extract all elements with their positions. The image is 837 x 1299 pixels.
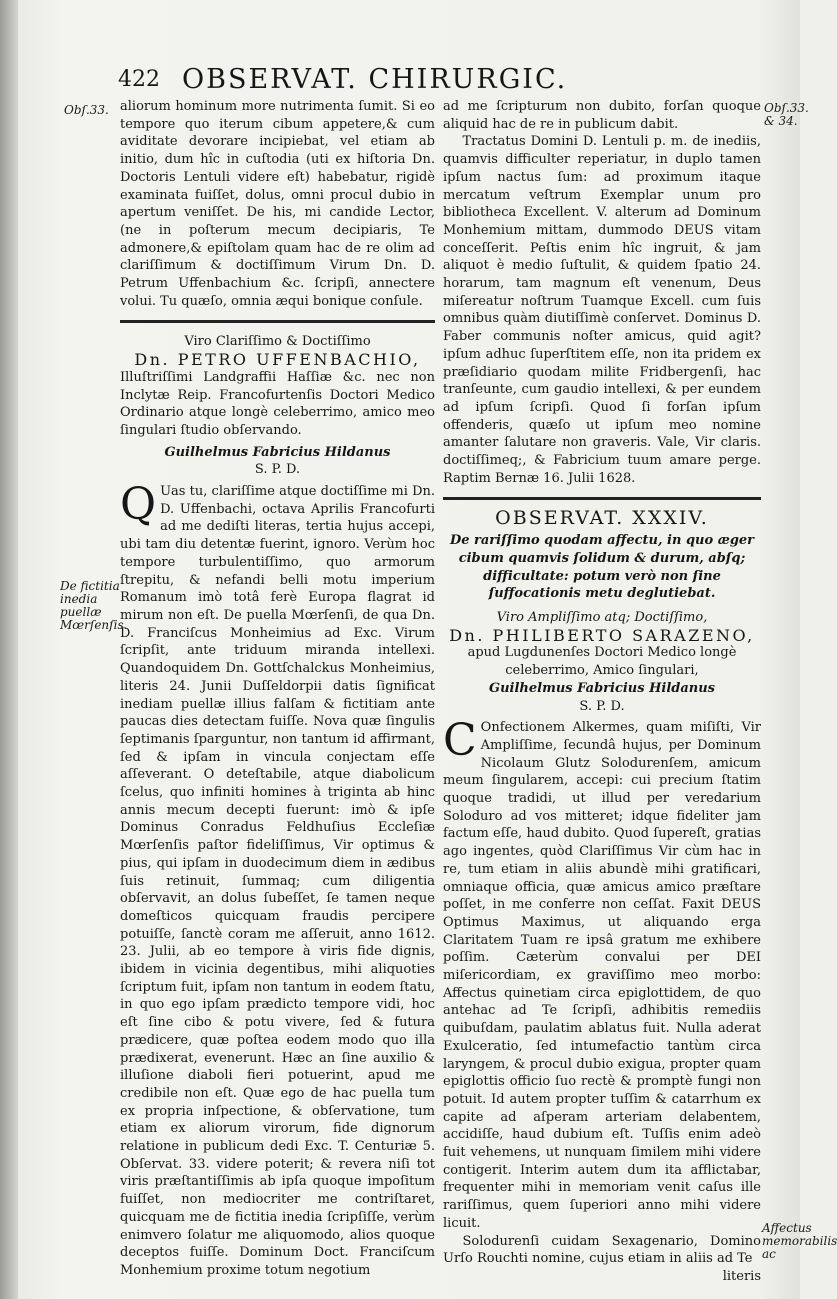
right-paragraph-2: Tractatus Domini D. Lentuli p. m. de inediis, quamvis difficulter reperiatur, in duplo tamen ipſum nactus ſum: ad proximum itaque mercatum veſtrum Exemplar unum pro bibliotheca Excellent. V. alterum ad Dominum Monhemium mittam, dummodo DEUS vitam conceſſerit. Peſtis enim hîc ingruit, & jam aliquot è medio ſuſtulit, & quidem ſpatio 24. horarum, tam magnum eſt venenum, Deus miſereatur noſtrum Tuamque Excell. cum ſuis omnibus quàm diutiſſimè conſervet. Dominus D. Faber communis noſter amicus, quid agit? ipſum adhuc ſuperſtitem eſſe, non ita pridem ex præſidiario quodam milite Fridbergenſi, hac tranſeunte, cum gaudio intellexi, & per eundem ad ipſum ſcripſi. Quod ſi forſan ipſum offenderis, quæſo ut ipſum meo nomine amanter ſalutare non graveris. Vale, Vir claris. doctiſſimeq;, & Fabricium tuum amare perge. Raptim Bernæ 16. Julii 1628. — [443, 134, 761, 486]
section-rule-right — [443, 497, 761, 500]
running-title: OBSERVAT. CHIRURGIC. — [182, 64, 568, 95]
letter-author-right: Guilhelmus Fabricius Hildanus — [488, 680, 715, 696]
address-description: Illuſtriſſimi Landgraffii Haſſiæ &c. nec non Inclytæ Reip. Francofurtenſis Doctori Medico Ordinario atque longè celeberrimo, amico meo ſingulari ſtudio obſervando. — [120, 369, 435, 438]
left-paragraph-1: aliorum hominum more nutrimenta ſumit. Si eo tempore quo iterum cibum appetere,& cum aviditate devorare incipiebat, vel etiam ab initio, dum hîc in cuſtodia (uti ex hiſtoria Dn. Doctoris Lentuli videre eſt) habebatur, rigidè examinata fuiſſet, dolus, omni procul dubio in apertum veniſſet. De his, mi candide Lector, (ne in poſterum mecum decipiaris, Te admonere,& epiſtolam quam hac de re olim ad clariſſimum & doctiſſimum Virum Dn. D. Petrum Uffenbachium &c. ſcripſi, annectere volui. Tu quæſo, omnia æqui bonique conſule. — [120, 99, 435, 309]
observation-subtitle: De rariſſimo quodam affectu, in quo æger cibum quamvis ſolidum & durum, abſq; difficultate: potum verò non ſine ſuffocationis metu deglutiebat. — [449, 533, 755, 602]
section-rule — [120, 320, 435, 323]
page-number: 422 — [118, 67, 160, 92]
salutation: S. P. D. — [254, 462, 301, 478]
letter-body — [120, 479, 435, 1280]
salutation-right: S. P. D. — [579, 698, 625, 714]
address-name-right: Dn. PHILIBERTO SARAZENO, — [449, 625, 755, 645]
drop-cap: Q — [120, 479, 157, 531]
address-line-1: Viro Clariſſimo & Doctiſſimo — [184, 334, 371, 350]
right-column — [443, 98, 761, 1286]
right-paragraph-1: ad me ſcripturum non dubito, forſan quoque aliquid hac de re in publicum dabit. — [443, 99, 761, 132]
observation-title: OBSERVAT. XXXIV. — [495, 507, 709, 530]
gutter-shadow — [0, 0, 18, 1299]
letter-text: Uas tu, clariſſime atque doctiſſime mi Dn. D. Uffenbachi, octava Aprilis Francofurti ad me dediſti literas, tertia hujus accepi, ubi tam diu detentæ fuerint, ignoro. Verùm hoc tempore turbulentiſſimo, quo armorum ſtrepitu, & nefandi belli motu imperium Romanum imò totâ ferè Europa flagrat id mirum non eſt. De puella Mœrſenſi, de qua Dn. D. Franciſcus Monheimius ad Exc. Virum ſcripſit, ante triduum miranda intellexi. Quandoquidem Dn. Gottſchalckus Monheimius, literis 24. Junii Duſſeldorpii datis ſignificat inediam puellæ illius falſam & fictitiam ante paucas dies detectam fuiſſe. Nova quæ ſingulis ſeptimanis ſparguntur, non tantum id affirmant, ſed & ipſam in vincula conjectam eſſe aſſeverant. O deteſtabile, atque diabolicum ſcelus, quo infiniti homines à triginta ab hinc annis mecum decepti fuerunt: imò & ipſe Dominus Conradus Feldhuſius Eccleſiæ Mœrſenſis paſtor fideliſſimus, Vir optimus & pius, qui ipſam in duodecimum diem in ædibus ſuis retinuit, ſummaq; cum diligentia obſervavit, an dolus ſubeſſet, ſe tamen neque domeſticos quicquam fraudis percipere potuiſſe, ſanctè coram me aſſeruit, anno 1612. 23. Julii, ab eo tempore à viris fide dignis, ibidem in vicinia degentibus, mihi aliquoties ſcriptum fuit, ipſam non tantum in eodem ſtatu, in quo ego ipſam prædicto tempore vidi, hoc eſt ſine cibo & potu vivere, ſed & futura prædicere, quæ poſtea eodem modo quo illa prædixerat, evenerunt. Hæc an ſine auxilio & illuſione diaboli fieri potuerint, apud me credibile non eſt. Quæ ego de hac puella tum ex propria inſpectione, & obſervatione, tum etiam ex aliorum virorum, fide dignorum relatione in publicum dedi Exc. T. Centuriæ 5. Obſervat. 33. videre poterit; & revera niſi tot viris præſtantiſſimis ab ipſa quoque impoſitum fuiſſet, non mediocriter me contriſtaret, quicquam me de fictitia inedia ſcripſiſſe, verùm enimvero ſolatur me aliquomodo, alios quoque deceptos fuiſſe. Dominum Doct. Franciſcum Monhemium proxime totum negotium — [120, 484, 435, 1278]
margin-note-affectus: Affectus memorabilis ac — [762, 1221, 837, 1261]
page-header — [118, 64, 768, 100]
address-line-1-right: Viro Ampliſſimo atq; Doctiſſimo, — [496, 609, 708, 625]
margin-note-obs33: Obſ.33. — [64, 103, 109, 117]
letter-body-right — [443, 715, 761, 1232]
margin-note-obs33-34: Obſ.33. & 34. — [764, 101, 809, 128]
drop-cap-right: C — [443, 715, 477, 767]
address-description-right: apud Lugdunenſes Doctori Medico longè celeberrimo, Amico ſingulari, — [467, 645, 737, 679]
address-name: Dn. PETRO UFFENBACHIO, — [134, 350, 421, 370]
left-column — [120, 98, 435, 1280]
letter-text-right: Onfectionem Alkermes, quam miſiſti, Vir Ampliſſime, ſecundâ hujus, per Dominum Nicolaum Glutz Solodurenſem, amicum meum ſingularem, accepi: cui precium ſtatim quoque tradidi, ut illud per veredarium Soloduro ad vos mitteret; idque fideliter jam factum eſſe, haud dubito. Quod ſupereſt, gratias ago ingentes, quòd Clariſſimus Vir cùm hac in re, tum etiam in aliis abundè mihi gratificari, omniaque officia, quæ amicus amico præſtare poſſet, in me conferre non ceſſat. Faxit DEUS Optimus Maximus, ut aliquando erga Claritatem Tuam re ipsâ gratum me exhibere poſſim. Cæterùm convalui per DEI miſericordiam, ex graviſſimo meo morbo: Affectus quinetiam circa epiglottidem, de quo antehac ad Te ſcripſi, adhibitis remediis quibuſdam, paulatim ablatus fuit. Nulla aderat Exulceratio, ſed intumefactio tantùm circa laryngem, & procul dubio exigua, propter quam epiglottis officio ſuo rectè & promptè fungi non potuit. Id autem propter tuſſim & catarrhum ex capite ad aſperam arteriam delabentem, accidiſſe, haud dubium eſt. Tuſſis enim adeò fuit vehemens, ut nunquam ſimilem mihi videre contigerit. Interim autem dum ita afflictabar, frequenter mihi in memoriam venit caſus ille rariſſimus, quem ſuperiori anno mihi videre licuit. — [443, 720, 761, 1231]
right-paragraph-4: Solodurenſi cuidam Sexagenario, Domino Urſo Rouchti nomine, cujus etiam in aliis ad Te — [443, 1233, 761, 1267]
catchword: literis — [722, 1269, 761, 1284]
letter-author: Guilhelmus Fabricius Hildanus — [164, 444, 391, 460]
margin-note-fictitia: De fictitia inedia puellæ Mœrſenſis. — [60, 579, 128, 632]
